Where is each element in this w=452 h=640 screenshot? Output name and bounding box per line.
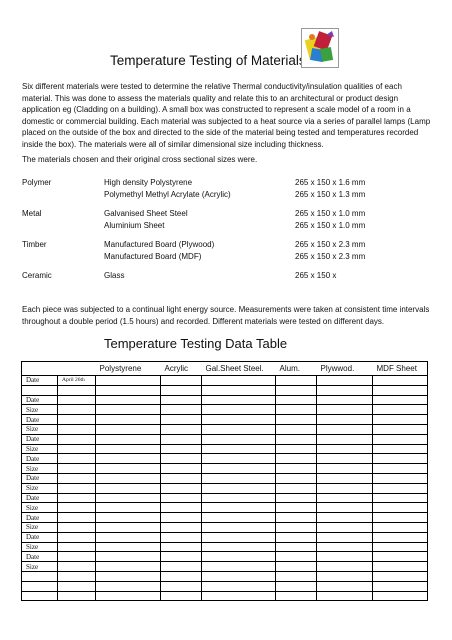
data-cell[interactable] xyxy=(276,493,317,503)
data-cell[interactable] xyxy=(317,591,373,601)
data-cell[interactable] xyxy=(373,542,428,552)
data-cell[interactable] xyxy=(202,454,276,464)
data-cell[interactable] xyxy=(96,434,161,444)
data-cell[interactable] xyxy=(202,444,276,454)
material-name: High density Polystyrene xyxy=(104,178,193,187)
data-cell[interactable] xyxy=(96,464,161,474)
date-value-cell[interactable]: April 26th xyxy=(58,376,96,386)
row-label-cell[interactable]: Date xyxy=(22,454,58,464)
data-cell[interactable] xyxy=(373,522,428,532)
data-cell[interactable] xyxy=(276,424,317,434)
table-header-cell: Plywwod. xyxy=(317,362,373,376)
data-cell[interactable] xyxy=(276,571,317,581)
data-cell[interactable] xyxy=(202,483,276,493)
material-category: Ceramic xyxy=(22,271,52,280)
data-cell[interactable] xyxy=(373,552,428,562)
data-cell[interactable] xyxy=(317,483,373,493)
data-cell[interactable] xyxy=(161,581,202,591)
table-row xyxy=(22,444,428,454)
data-cell[interactable] xyxy=(276,513,317,523)
data-cell[interactable] xyxy=(161,473,202,483)
data-cell[interactable] xyxy=(202,591,276,601)
data-cell[interactable] xyxy=(161,562,202,572)
data-cell[interactable] xyxy=(373,454,428,464)
table-row xyxy=(22,522,428,532)
data-cell[interactable] xyxy=(276,552,317,562)
data-cell[interactable] xyxy=(96,591,161,601)
data-cell[interactable] xyxy=(96,424,161,434)
date-value-cell[interactable] xyxy=(58,522,96,532)
date-value-cell[interactable] xyxy=(58,562,96,572)
data-cell[interactable] xyxy=(317,424,373,434)
data-cell[interactable] xyxy=(276,473,317,483)
table-row xyxy=(22,405,428,415)
date-value-cell[interactable] xyxy=(58,424,96,434)
material-size: 265 x 150 x xyxy=(295,271,337,280)
data-cell[interactable] xyxy=(276,395,317,405)
data-cell[interactable] xyxy=(317,522,373,532)
data-cell[interactable] xyxy=(276,591,317,601)
table-header-cell xyxy=(58,362,96,376)
material-name: Polymethyl Methyl Acrylate (Acrylic) xyxy=(104,189,231,199)
data-cell[interactable] xyxy=(317,571,373,581)
data-cell[interactable] xyxy=(276,542,317,552)
materials-heading: The materials chosen and their original cross sectional sizes were. xyxy=(22,155,258,164)
date-value-cell[interactable] xyxy=(58,542,96,552)
row-label-cell[interactable]: Size xyxy=(22,483,58,493)
data-cell[interactable] xyxy=(96,405,161,415)
table-row xyxy=(22,493,428,503)
method-paragraph: Each piece was subjected to a continual light energy source. Measurements were taken at consistent time intervals throughout a double period (1.5 hours) and recorded. Different materials were tested on different days. xyxy=(22,305,430,326)
data-cell[interactable] xyxy=(161,395,202,405)
data-cell[interactable] xyxy=(202,513,276,523)
data-cell[interactable] xyxy=(317,581,373,591)
data-cell[interactable] xyxy=(373,395,428,405)
data-cell[interactable] xyxy=(96,415,161,425)
data-cell[interactable] xyxy=(276,444,317,454)
row-label-cell[interactable]: Size xyxy=(22,405,58,415)
row-label-cell[interactable]: Size xyxy=(22,444,58,454)
row-label-cell[interactable]: Date xyxy=(22,513,58,523)
data-cell[interactable] xyxy=(202,424,276,434)
row-label-cell[interactable]: Size xyxy=(22,522,58,532)
data-cell[interactable] xyxy=(317,493,373,503)
data-cell[interactable] xyxy=(373,493,428,503)
data-cell[interactable] xyxy=(317,376,373,386)
data-cell[interactable] xyxy=(161,522,202,532)
data-cell[interactable] xyxy=(317,532,373,542)
date-value-cell[interactable] xyxy=(58,385,96,395)
data-cell[interactable] xyxy=(373,591,428,601)
data-cell[interactable] xyxy=(202,395,276,405)
data-cell[interactable] xyxy=(202,385,276,395)
data-cell[interactable] xyxy=(202,464,276,474)
data-cell[interactable] xyxy=(373,376,428,386)
data-cell[interactable] xyxy=(373,424,428,434)
material-size: 265 x 150 x 1.3 mm xyxy=(295,189,366,199)
date-value-cell[interactable] xyxy=(58,532,96,542)
row-label-cell[interactable] xyxy=(22,591,58,601)
material-size: 265 x 150 x 1.6 mm xyxy=(295,178,366,187)
date-value-cell[interactable] xyxy=(58,434,96,444)
row-label-cell[interactable] xyxy=(22,385,58,395)
data-cell[interactable] xyxy=(202,542,276,552)
material-size: 265 x 150 x 2.3 mm xyxy=(295,240,366,249)
data-cell[interactable] xyxy=(161,434,202,444)
table-row xyxy=(22,532,428,542)
data-cell[interactable] xyxy=(161,542,202,552)
data-cell[interactable] xyxy=(96,483,161,493)
data-cell[interactable] xyxy=(317,405,373,415)
data-cell[interactable] xyxy=(317,454,373,464)
date-value-cell[interactable] xyxy=(58,405,96,415)
data-cell[interactable] xyxy=(202,493,276,503)
data-cell[interactable] xyxy=(276,522,317,532)
data-cell[interactable] xyxy=(161,493,202,503)
material-name: Manufactured Board (Plywood) xyxy=(104,240,215,249)
table-row xyxy=(22,473,428,483)
data-cell[interactable] xyxy=(202,552,276,562)
date-value-cell[interactable] xyxy=(58,464,96,474)
table-row xyxy=(22,503,428,513)
data-cell[interactable] xyxy=(96,473,161,483)
data-cell[interactable] xyxy=(276,454,317,464)
data-cell[interactable] xyxy=(202,532,276,542)
material-group-ceramic xyxy=(22,270,422,282)
data-cell[interactable] xyxy=(276,483,317,493)
data-cell[interactable] xyxy=(317,503,373,513)
data-cell[interactable] xyxy=(161,571,202,581)
data-cell[interactable] xyxy=(96,444,161,454)
table-row xyxy=(22,483,428,493)
material-name: Glass xyxy=(104,271,125,280)
table-header-cell xyxy=(22,362,58,376)
data-cell[interactable] xyxy=(276,376,317,386)
data-cell[interactable] xyxy=(96,513,161,523)
table-row xyxy=(22,464,428,474)
table-row xyxy=(22,395,428,405)
data-cell[interactable] xyxy=(202,581,276,591)
data-cell[interactable] xyxy=(317,542,373,552)
data-cell[interactable] xyxy=(373,503,428,513)
table-row xyxy=(22,424,428,434)
row-label-cell[interactable]: Size xyxy=(22,562,58,572)
table-header-cell: Alum. xyxy=(276,362,317,376)
data-cell[interactable] xyxy=(317,444,373,454)
table-header-cell: MDF Sheet xyxy=(373,362,428,376)
row-label-cell[interactable]: Date xyxy=(22,376,58,386)
table-row xyxy=(22,454,428,464)
table-header-cell: Polystyrene xyxy=(96,362,161,376)
data-cell[interactable] xyxy=(276,405,317,415)
table-row xyxy=(22,591,428,601)
data-cell[interactable] xyxy=(317,562,373,572)
data-cell[interactable] xyxy=(202,522,276,532)
data-cell[interactable] xyxy=(317,415,373,425)
data-cell[interactable] xyxy=(317,473,373,483)
data-cell[interactable] xyxy=(202,571,276,581)
data-cell[interactable] xyxy=(161,532,202,542)
data-cell[interactable] xyxy=(317,434,373,444)
data-cell[interactable] xyxy=(276,581,317,591)
data-cell[interactable] xyxy=(317,513,373,523)
data-cell[interactable] xyxy=(317,395,373,405)
data-cell[interactable] xyxy=(202,415,276,425)
intro-paragraph: Six different materials were tested to determine the relative Thermal conductivity/insulation qualities of each material. This was done to assess the materials quality and relate this to an architectural or product design application eg (Cladding on a building). A small box was constructed to represent a scale model of a room in a domestic or commercial building. Each material was subjected to a heat source via a series of parallel lamps (Lamp placed on the outside of the box and directed to the side of the material being tested and temperatures recorded inside the box). The materials were all of similar dimensional size including thickness. xyxy=(22,82,431,149)
table-row xyxy=(22,434,428,444)
data-cell[interactable] xyxy=(161,454,202,464)
date-value-cell[interactable] xyxy=(58,493,96,503)
temperature-data-table xyxy=(21,361,428,601)
data-cell[interactable] xyxy=(373,434,428,444)
data-cell[interactable] xyxy=(96,385,161,395)
table-row xyxy=(22,581,428,591)
table-row xyxy=(22,552,428,562)
data-cell[interactable] xyxy=(161,385,202,395)
data-cell[interactable] xyxy=(202,473,276,483)
data-cell[interactable] xyxy=(317,464,373,474)
data-cell[interactable] xyxy=(161,376,202,386)
table-header-cell: Gal.Sheet Steel. xyxy=(202,362,276,376)
material-size: 265 x 150 x 1.0 mm xyxy=(295,220,366,230)
data-cell[interactable] xyxy=(276,434,317,444)
data-cell[interactable] xyxy=(276,532,317,542)
material-name: Galvanised Sheet Steel xyxy=(104,209,188,218)
data-cell[interactable] xyxy=(202,434,276,444)
data-cell[interactable] xyxy=(202,562,276,572)
row-label-cell[interactable]: Size xyxy=(22,542,58,552)
row-label-cell[interactable]: Date xyxy=(22,552,58,562)
date-value-cell[interactable] xyxy=(58,483,96,493)
data-cell[interactable] xyxy=(161,552,202,562)
material-group-metal xyxy=(22,208,422,232)
data-cell[interactable] xyxy=(161,405,202,415)
row-label-cell[interactable]: Size xyxy=(22,464,58,474)
material-name: Manufactured Board (MDF) xyxy=(104,251,202,261)
data-cell[interactable] xyxy=(161,444,202,454)
data-cell[interactable] xyxy=(276,464,317,474)
data-cell[interactable] xyxy=(161,424,202,434)
material-category: Polymer xyxy=(22,178,52,187)
data-cell[interactable] xyxy=(373,571,428,581)
row-label-cell[interactable]: Date xyxy=(22,473,58,483)
date-value-cell[interactable] xyxy=(58,454,96,464)
material-name: Aluminium Sheet xyxy=(104,220,165,230)
data-cell[interactable] xyxy=(96,532,161,542)
table-row xyxy=(22,385,428,395)
table-row xyxy=(22,542,428,552)
data-cell[interactable] xyxy=(276,385,317,395)
material-size: 265 x 150 x 2.3 mm xyxy=(295,251,366,261)
data-cell[interactable] xyxy=(96,503,161,513)
table-row xyxy=(22,562,428,572)
material-group-polymer xyxy=(22,177,422,201)
date-value-cell[interactable] xyxy=(58,571,96,581)
date-value-cell[interactable] xyxy=(58,473,96,483)
date-value-cell[interactable] xyxy=(58,503,96,513)
table-row xyxy=(22,571,428,581)
table-row xyxy=(22,415,428,425)
data-cell[interactable] xyxy=(373,385,428,395)
data-cell[interactable] xyxy=(373,444,428,454)
material-size: 265 x 150 x 1.0 mm xyxy=(295,209,366,218)
data-cell[interactable] xyxy=(276,503,317,513)
row-label-cell[interactable]: Date xyxy=(22,395,58,405)
data-cell[interactable] xyxy=(276,562,317,572)
data-cell[interactable] xyxy=(202,405,276,415)
date-value-cell[interactable] xyxy=(58,552,96,562)
data-cell[interactable] xyxy=(276,415,317,425)
data-cell[interactable] xyxy=(317,385,373,395)
row-label-cell[interactable]: Size xyxy=(22,424,58,434)
data-cell[interactable] xyxy=(373,405,428,415)
date-value-cell[interactable] xyxy=(58,415,96,425)
row-label-cell[interactable]: Date xyxy=(22,415,58,425)
table-row xyxy=(22,513,428,523)
row-label-cell[interactable] xyxy=(22,571,58,581)
materials-clipart-icon xyxy=(301,28,339,68)
data-cell[interactable] xyxy=(161,591,202,601)
material-category: Timber xyxy=(22,240,47,249)
table-row xyxy=(22,376,428,386)
data-cell[interactable] xyxy=(96,493,161,503)
date-value-cell[interactable] xyxy=(58,395,96,405)
row-label-cell[interactable]: Date xyxy=(22,493,58,503)
data-cell[interactable] xyxy=(96,571,161,581)
data-cell[interactable] xyxy=(161,415,202,425)
data-cell[interactable] xyxy=(96,552,161,562)
page-title: Temperature Testing of Materials: xyxy=(110,53,310,68)
row-label-cell[interactable] xyxy=(22,581,58,591)
data-cell[interactable] xyxy=(373,513,428,523)
row-label-cell[interactable]: Date xyxy=(22,532,58,542)
data-cell[interactable] xyxy=(161,503,202,513)
date-value-cell[interactable] xyxy=(58,581,96,591)
row-label-cell[interactable]: Size xyxy=(22,503,58,513)
data-cell[interactable] xyxy=(161,513,202,523)
data-table-title: Temperature Testing Data Table xyxy=(104,336,288,351)
data-cell[interactable] xyxy=(317,552,373,562)
data-cell[interactable] xyxy=(96,395,161,405)
data-cell[interactable] xyxy=(373,562,428,572)
data-cell[interactable] xyxy=(202,503,276,513)
data-cell[interactable] xyxy=(96,376,161,386)
date-value-cell[interactable] xyxy=(58,513,96,523)
data-cell[interactable] xyxy=(96,562,161,572)
data-cell[interactable] xyxy=(202,376,276,386)
data-cell[interactable] xyxy=(373,415,428,425)
table-header-row xyxy=(22,362,428,376)
date-value-cell[interactable] xyxy=(58,444,96,454)
data-cell[interactable] xyxy=(373,473,428,483)
data-cell[interactable] xyxy=(373,483,428,493)
data-cell[interactable] xyxy=(96,454,161,464)
material-category: Metal xyxy=(22,209,42,218)
data-cell[interactable] xyxy=(161,464,202,474)
data-cell[interactable] xyxy=(96,522,161,532)
data-cell[interactable] xyxy=(161,483,202,493)
data-cell[interactable] xyxy=(373,581,428,591)
row-label-cell[interactable]: Date xyxy=(22,434,58,444)
data-cell[interactable] xyxy=(96,542,161,552)
material-group-timber xyxy=(22,239,422,263)
data-cell[interactable] xyxy=(373,464,428,474)
table-header-cell: Acrylic xyxy=(161,362,202,376)
data-cell[interactable] xyxy=(373,532,428,542)
data-cell[interactable] xyxy=(96,581,161,591)
date-value-cell[interactable] xyxy=(58,591,96,601)
